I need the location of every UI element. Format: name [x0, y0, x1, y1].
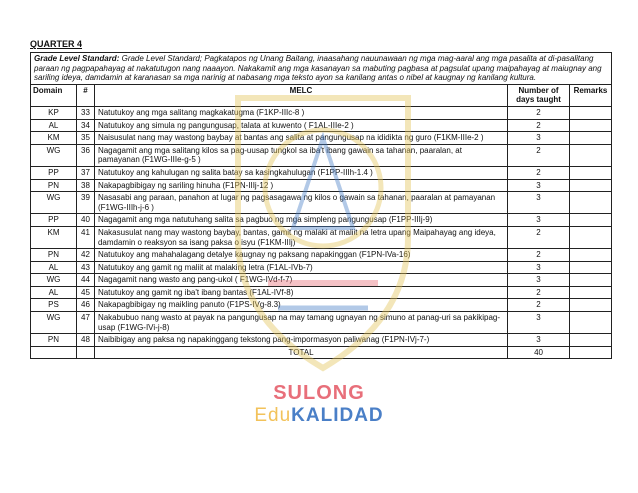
total-row [31, 346, 612, 359]
melc-cell: Nakasusulat nang may wastong baybay, bantas, gamit ng malaki at maliit na letra upang Maipahayag ang ideya, damdamin o reaksyon sa isang paksa o isyu (F1KM-IIIj) [94, 226, 507, 248]
days-cell: 2 [508, 299, 570, 312]
table-row [31, 274, 612, 287]
table-row [31, 214, 612, 227]
table-row [31, 166, 612, 179]
number-cell: 45 [76, 286, 94, 299]
remarks-cell [569, 106, 611, 119]
domain-cell: WG [31, 192, 77, 214]
table-row [31, 119, 612, 132]
header-remarks: Remarks [569, 84, 611, 106]
logo-edukalidad [0, 405, 638, 427]
remarks-cell [569, 119, 611, 132]
melc-cell: Natutukoy ang kahulugan ng salita batay sa kasingkahulugan (F1PP-IIIh-1.4 ) [94, 166, 507, 179]
logo-kalidad: KALIDAD [291, 405, 384, 426]
total-remarks-cell [569, 346, 611, 359]
number-cell: 40 [76, 214, 94, 227]
days-cell: 2 [508, 166, 570, 179]
number-cell: 41 [76, 226, 94, 248]
domain-cell: PP [31, 214, 77, 227]
domain-cell: PN [31, 179, 77, 192]
number-cell: 42 [76, 249, 94, 262]
remarks-cell [569, 226, 611, 248]
number-cell: 36 [76, 144, 94, 166]
remarks-cell [569, 249, 611, 262]
melc-cell: Natutukoy ang mga salitang magkakatugma (F1KP-IIIc-8 ) [94, 106, 507, 119]
logo-sulong: SULONG [273, 382, 365, 404]
days-cell: 2 [508, 119, 570, 132]
number-cell: 44 [76, 274, 94, 287]
standard-label: Grade Level Standard: [34, 54, 120, 63]
table-row [31, 192, 612, 214]
melc-cell: Natutukoy ang gamit ng iba't ibang bantas (F1AL-IVf-8) [94, 286, 507, 299]
number-cell: 38 [76, 179, 94, 192]
remarks-cell [569, 192, 611, 214]
remarks-cell [569, 132, 611, 145]
header-melc: MELC [94, 84, 507, 106]
number-cell: 35 [76, 132, 94, 145]
melc-cell: Natutukoy ang gamit ng maliit at malaking letra (F1AL-IVb-7) [94, 261, 507, 274]
melc-table [30, 52, 612, 359]
melc-cell: Naibibigay ang paksa ng napakinggang tekstong pang-impormasyon paliwanag (F1PN-IVj-7-) [94, 334, 507, 347]
header-domain: Domain [31, 84, 77, 106]
table-row [31, 312, 612, 334]
days-cell: 3 [508, 132, 570, 145]
domain-cell: WG [31, 274, 77, 287]
remarks-cell [569, 334, 611, 347]
grade-level-standard [31, 53, 612, 85]
domain-cell: KP [31, 106, 77, 119]
days-cell: 2 [508, 249, 570, 262]
number-cell: 39 [76, 192, 94, 214]
table-row [31, 334, 612, 347]
melc-cell: Nakabubuo nang wasto at payak na pangungusap na may tamang ugnayan ng simuno at panag-uri sa pakikipag-usap (F1WG-IVi-j-8) [94, 312, 507, 334]
number-cell: 34 [76, 119, 94, 132]
table-row [31, 261, 612, 274]
domain-cell: KM [31, 132, 77, 145]
number-cell: 33 [76, 106, 94, 119]
number-cell: 37 [76, 166, 94, 179]
header-number: # [76, 84, 94, 106]
remarks-cell [569, 144, 611, 166]
days-cell: 2 [508, 144, 570, 166]
table-row [31, 132, 612, 145]
standard-row [31, 53, 612, 85]
days-cell: 2 [508, 286, 570, 299]
days-cell: 3 [508, 312, 570, 334]
header-row [31, 84, 612, 106]
total-value: 40 [508, 346, 570, 359]
number-cell: 46 [76, 299, 94, 312]
domain-cell: WG [31, 144, 77, 166]
remarks-cell [569, 214, 611, 227]
melc-cell: Nagagamit nang wasto ang pang-ukol ( F1WG-IVd-f-7) [94, 274, 507, 287]
total-domain-cell [31, 346, 77, 359]
remarks-cell [569, 179, 611, 192]
number-cell: 47 [76, 312, 94, 334]
table-row [31, 179, 612, 192]
table-row [31, 106, 612, 119]
remarks-cell [569, 312, 611, 334]
table-row [31, 226, 612, 248]
header-days: Number of days taught [508, 84, 570, 106]
domain-cell: AL [31, 119, 77, 132]
domain-cell: PS [31, 299, 77, 312]
melc-cell: Nakapagbibigay ng maikling panuto (F1PS-IVg-8.3) [94, 299, 507, 312]
number-cell: 43 [76, 261, 94, 274]
table-row [31, 249, 612, 262]
days-cell: 3 [508, 261, 570, 274]
table-row [31, 286, 612, 299]
days-cell: 3 [508, 334, 570, 347]
remarks-cell [569, 274, 611, 287]
domain-cell: PP [31, 166, 77, 179]
domain-cell: PN [31, 249, 77, 262]
melc-cell: Nagagamit ang mga natutuhang salita sa pagbuo ng mga simpleng pangungusap (F1PP-IIIj-9) [94, 214, 507, 227]
table-row [31, 144, 612, 166]
domain-cell: WG [31, 312, 77, 334]
total-label: TOTAL [94, 346, 507, 359]
domain-cell: PN [31, 334, 77, 347]
melc-cell: Nagagamit ang mga salitang kilos sa pag-uusap tungkol sa iba't ibang gawain sa tahanan, paaralan, at pamayanan (F1WG-IIIe-g-5 ) [94, 144, 507, 166]
days-cell: 3 [508, 274, 570, 287]
remarks-cell [569, 261, 611, 274]
melc-cell: Nasasabi ang paraan, panahon at lugar ng pagsasagawa ng kilos o gawain sa tahanan, paaralan at pamayanan (F1WG-IIIh-j-6 ) [94, 192, 507, 214]
melc-cell: Naisusulat nang may wastong baybay at bantas ang salita at pangungusap na ididikta ng guro (F1KM-IIIe-2 ) [94, 132, 507, 145]
melc-cell: Natutukoy ang mahahalagang detalye kaugnay ng paksang napakinggan (F1PN-IVa-16) [94, 249, 507, 262]
days-cell: 3 [508, 214, 570, 227]
remarks-cell [569, 299, 611, 312]
number-cell: 48 [76, 334, 94, 347]
remarks-cell [569, 286, 611, 299]
logo-edu: Edu [254, 405, 292, 426]
days-cell: 2 [508, 226, 570, 248]
quarter-heading: QUARTER 4 [30, 39, 83, 49]
domain-cell: AL [31, 286, 77, 299]
total-number-cell [76, 346, 94, 359]
days-cell: 2 [508, 106, 570, 119]
remarks-cell [569, 166, 611, 179]
melc-cell: Nakapagbibigay ng sariling hinuha (F1PN-IIIj-12 ) [94, 179, 507, 192]
domain-cell: AL [31, 261, 77, 274]
standard-text: Grade Level Standard; Pagkatapos ng Unang Baitang, inaasahang nauunawaan ng mga mag-aaral ang mga pasalita at di-pasalitang paraan ng pagpapahayag at nakatutugon nang naaayon. Nakakamit ang mga kasanayan sa mabuting pagbasa at pagsulat upang maipahayag at maiugnay ang sariling ideya, damdamin at karanasan sa mga narinig at nabasang mga teksto ayon sa kanilang antas o nibel at kaugnay ng kanilang kultura. [34, 54, 602, 83]
table-row [31, 299, 612, 312]
days-cell: 3 [508, 179, 570, 192]
melc-cell: Natutukoy ang simula ng pangungusap, talata at kuwento ( F1AL-IIIe-2 ) [94, 119, 507, 132]
days-cell: 3 [508, 192, 570, 214]
domain-cell: KM [31, 226, 77, 248]
